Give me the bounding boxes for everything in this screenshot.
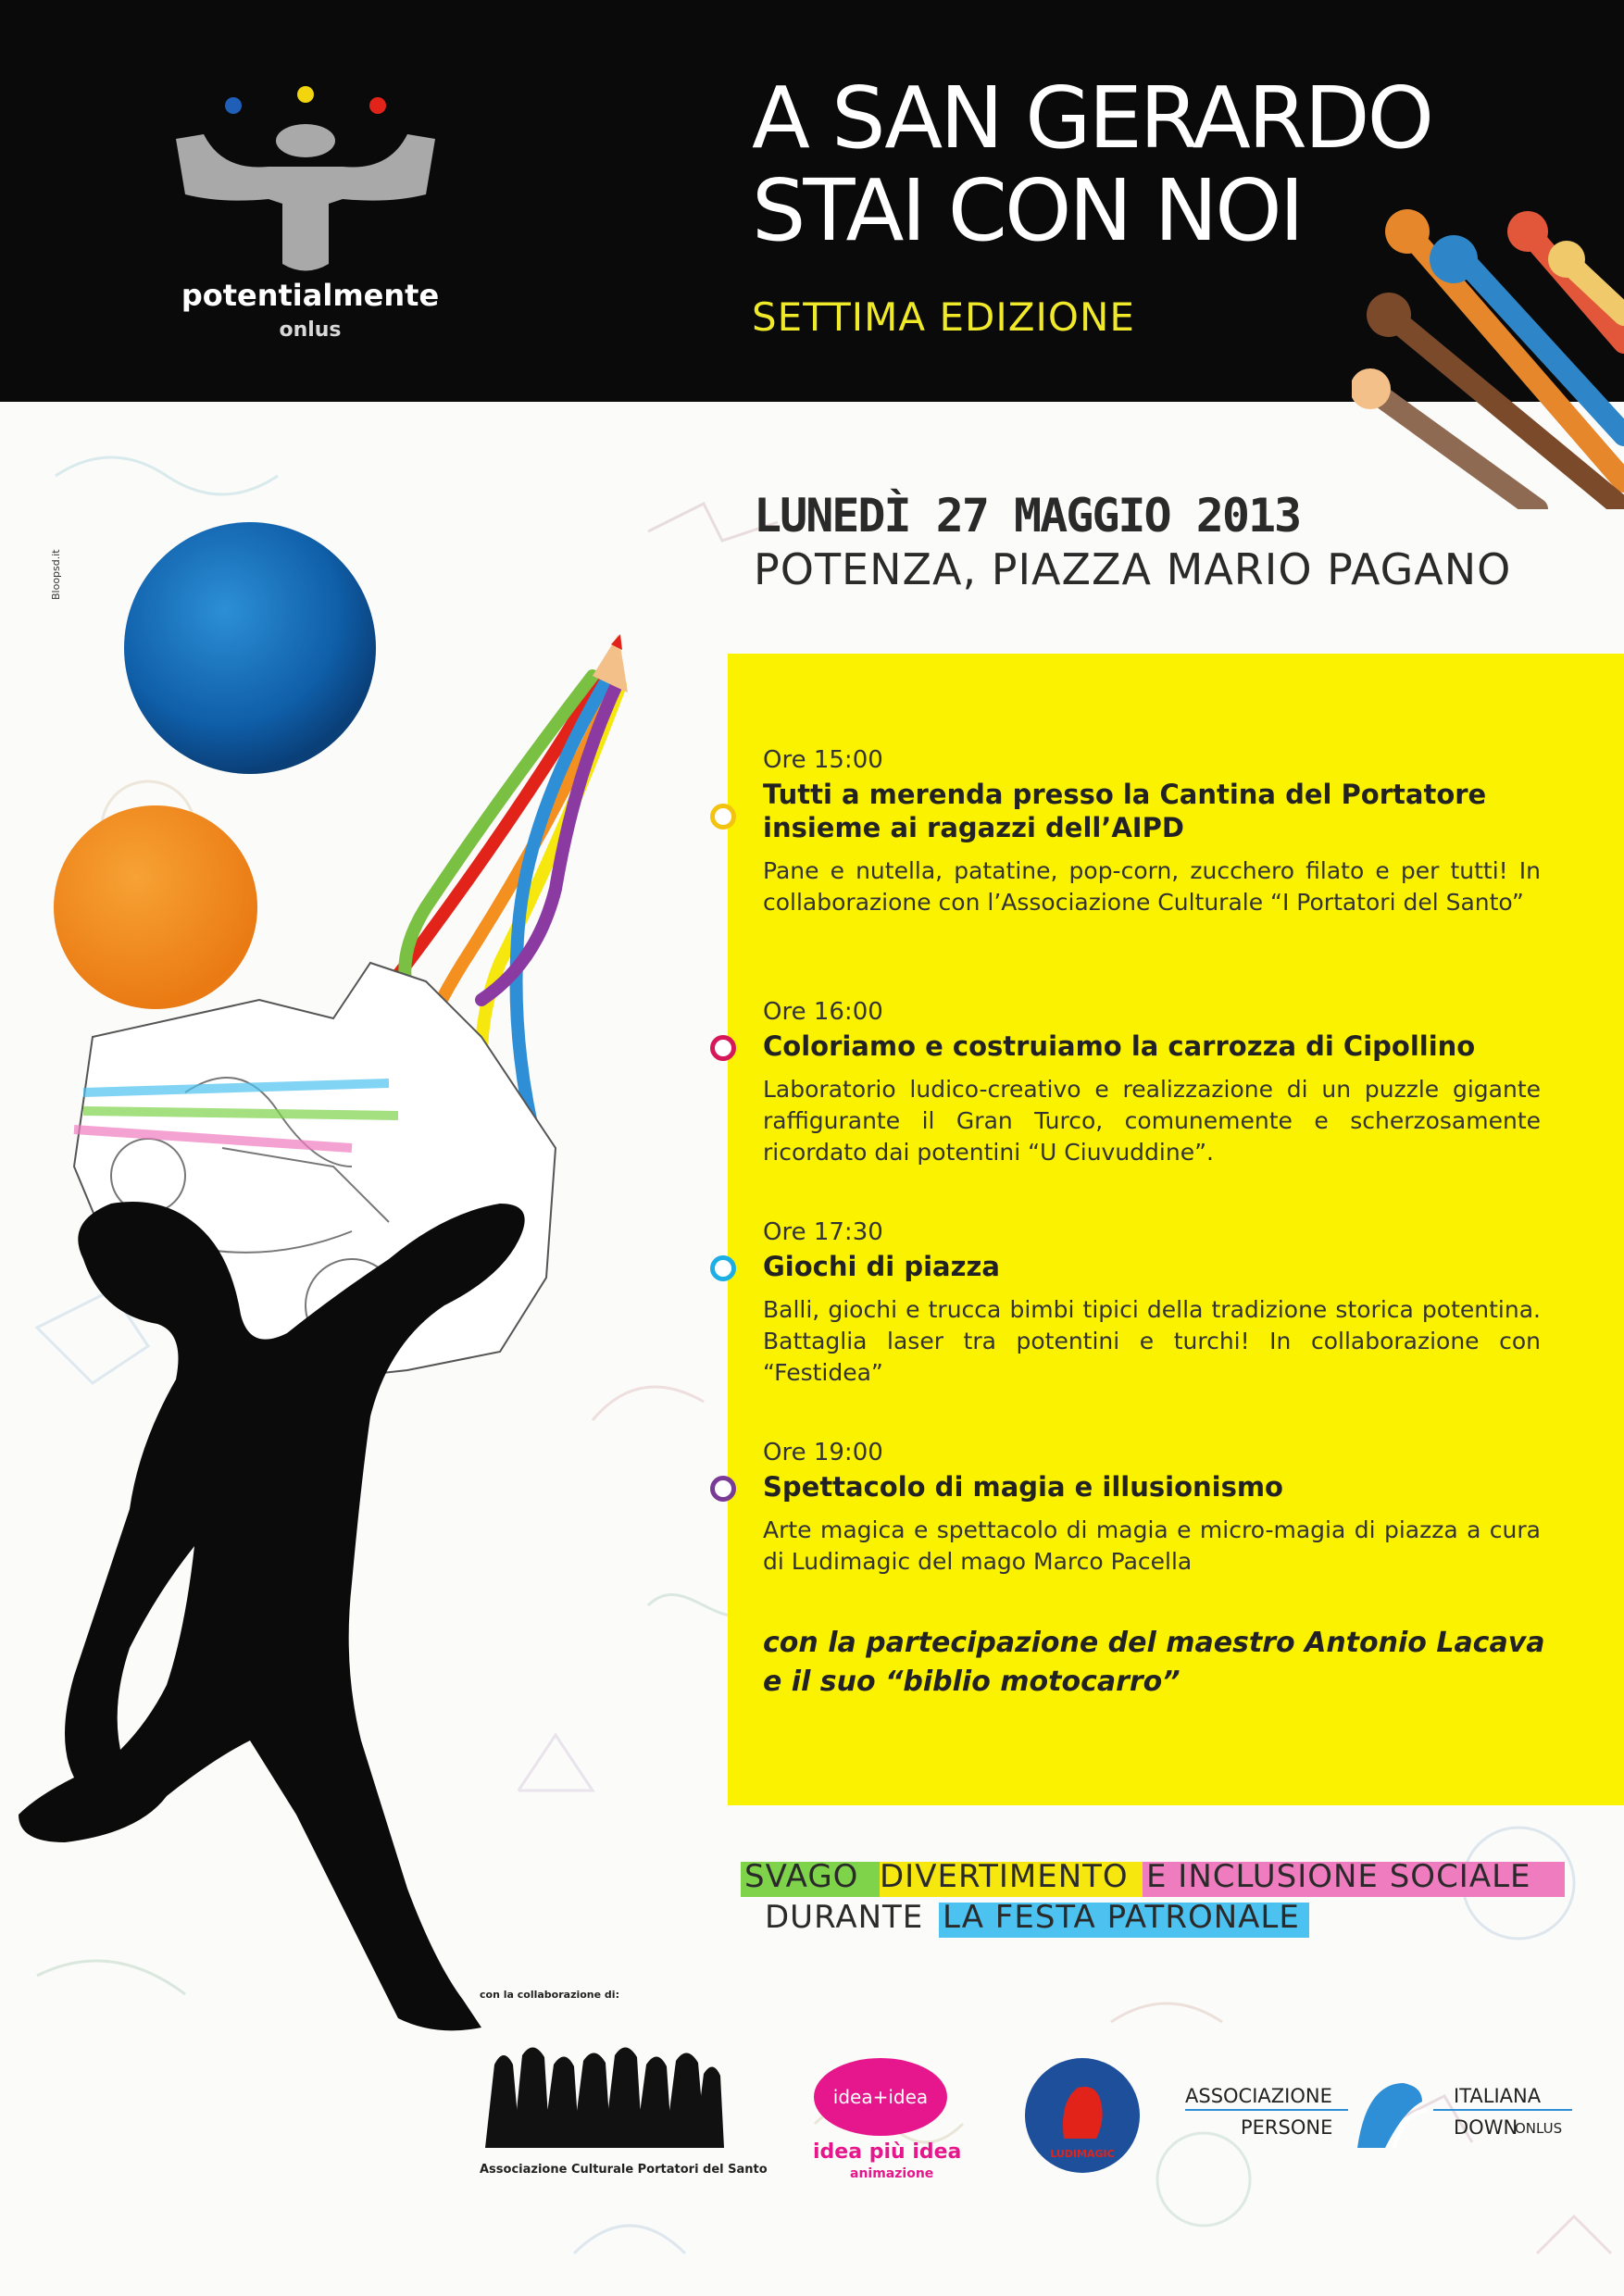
- aipd-emblem: [1348, 2074, 1433, 2157]
- closing-note: [763, 1624, 1559, 1702]
- aipd-line-1: [1185, 2109, 1348, 2111]
- closing-line-2: e il suo “biblio motocarro”: [763, 1666, 1181, 1698]
- credit-text: Bloopsd.it: [50, 549, 62, 600]
- schedule-description: Laboratorio ludico-creativo e realizzazione di un puzzle gigante raffigurante il Gran Turco, comunemente e scherzosamente ricordato dai potentini “U Ciuvuddine”.: [763, 1076, 1541, 1166]
- logo-subtitle: onlus: [279, 318, 342, 342]
- schedule-time: Ore 17:30: [763, 1218, 883, 1246]
- collaboration-label: con la collaborazione di:: [480, 1989, 619, 2001]
- schedule-title: Giochi di piazza: [763, 1251, 1000, 1282]
- aipd-word-1: ASSOCIAZIONE: [1185, 2085, 1332, 2107]
- event-place: POTENZA, PIAZZA MARIO PAGANO: [754, 544, 1512, 594]
- title-line-2: STAI CON NOI: [752, 161, 1302, 260]
- schedule-title: Coloriamo e costruiamo la carrozza di Cipollino: [763, 1030, 1476, 1062]
- tagline-word-2: DIVERTIMENTO: [880, 1858, 1129, 1895]
- schedule-description: Arte magica e spettacolo di magia e micro-magia di piazza a cura di Ludimagic del mago Marco Pacella: [763, 1516, 1541, 1575]
- aipd-word-4: DOWN: [1454, 2116, 1518, 2139]
- idea-logo: [811, 2055, 950, 2139]
- schedule-item: [763, 1218, 1541, 1389]
- idea-subcaption: animazione: [850, 2166, 934, 2181]
- closing-line-1: con la partecipazione del maestro Antonio Lacava: [763, 1627, 1545, 1659]
- tagline-word-3: E INCLUSIONE SOCIALE: [1146, 1858, 1531, 1895]
- ludimagic-logo: [1022, 2055, 1143, 2176]
- aipd-logo: [1185, 2074, 1583, 2157]
- schedule-title: Tutti a merenda presso la Cantina del Portatore insieme ai ragazzi dell’AIPD: [763, 779, 1487, 843]
- event-date: LUNEDÌ 27 MAGGIO 2013: [754, 489, 1301, 543]
- idea-caption: idea più idea: [813, 2140, 962, 2164]
- aipd-word-2: ITALIANA: [1454, 2085, 1542, 2107]
- title-line-1: A SAN GERARDO: [752, 69, 1432, 168]
- portatori-logo: [476, 2028, 726, 2157]
- idea-logo-text: idea+idea: [832, 2086, 929, 2108]
- schedule-description: Pane e nutella, patatine, pop-corn, zucchero filato e per tutti! In collaborazione con l’Associazione Culturale “I Portatori del Santo”: [763, 857, 1541, 916]
- tagline: [741, 1854, 1574, 1947]
- aipd-word-3: PERSONE: [1241, 2116, 1333, 2139]
- tagline-word-4: DURANTE: [765, 1899, 924, 1936]
- tagline-word-1: SVAGO: [744, 1858, 859, 1895]
- schedule-time: Ore 15:00: [763, 746, 883, 774]
- schedule-item: [763, 746, 1541, 918]
- tagline-word-5: LA FESTA PATRONALE: [943, 1899, 1300, 1936]
- aipd-word-5: ONLUS: [1515, 2120, 1563, 2137]
- schedule-item: [763, 998, 1541, 1168]
- aipd-line-2: [1433, 2109, 1572, 2111]
- juggler-figure-illustration: [0, 444, 759, 2203]
- schedule-time: Ore 19:00: [763, 1439, 883, 1466]
- schedule-dot-2: [710, 1035, 736, 1061]
- ludimagic-text: LUDIMAGIC: [1050, 2148, 1115, 2160]
- schedule-dot-3: [710, 1255, 736, 1281]
- schedule-dot-4: [710, 1476, 736, 1502]
- schedule-time: Ore 16:00: [763, 998, 883, 1026]
- schedule-item: [763, 1439, 1541, 1578]
- schedule-title: Spettacolo di magia e illusionismo: [763, 1471, 1283, 1503]
- edition-label: SETTIMA EDIZIONE: [752, 294, 1135, 340]
- schedule-dot-1: [710, 804, 736, 830]
- logo-name: potentialmente: [181, 278, 440, 313]
- portatori-caption: Associazione Culturale Portatori del Santo: [480, 2163, 768, 2177]
- main-title: [752, 69, 1432, 260]
- schedule-description: Balli, giochi e trucca bimbi tipici della tradizione storica potentina. Battaglia laser tra potentini e turchi! In collaborazione con “Festidea”: [763, 1296, 1541, 1386]
- colorful-hands-illustration: [1352, 204, 1624, 509]
